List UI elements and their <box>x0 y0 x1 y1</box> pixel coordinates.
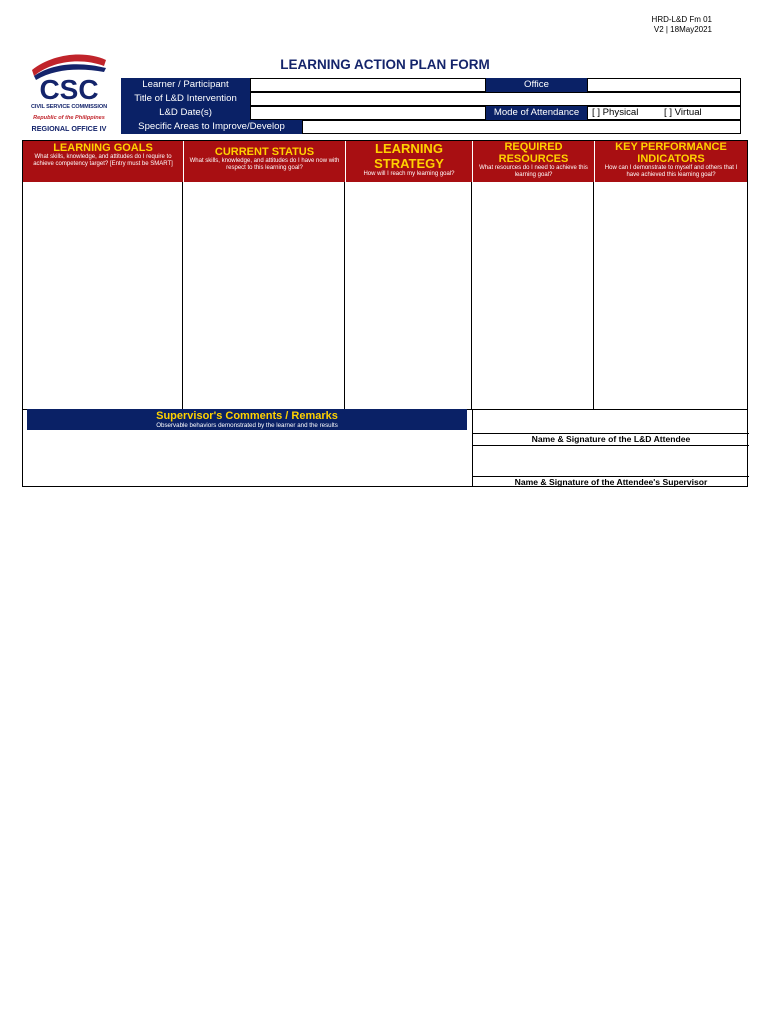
learning-goals-header <box>23 141 183 182</box>
current-status-header <box>183 141 345 182</box>
plan-table <box>22 140 748 487</box>
learning-strategy-subtitle: How will I reach my learning goal? <box>363 171 455 177</box>
attendee-signature-label: Name & Signature of the L&D Attendee <box>531 434 691 444</box>
learner-label: Learner / Participant <box>121 78 250 92</box>
kpi-subtitle: How can I demonstrate to myself and others that I have achieved this learning goal? <box>604 165 738 178</box>
learner-field[interactable] <box>250 78 486 92</box>
logo-commission-text: CIVIL SERVICE COMMISSION <box>30 104 108 110</box>
virtual-checkbox[interactable]: [ ] Virtual <box>664 107 702 118</box>
supervisor-comments-subtitle: Observable behaviors demonstrated by the learner and the results <box>156 422 338 429</box>
required-resources-title: REQUIRED RESOURCES <box>498 141 569 165</box>
form-title: LEARNING ACTION PLAN FORM <box>280 57 490 72</box>
document-code-form: HRD-L&D Fm 01 <box>651 15 712 24</box>
mode-field <box>587 106 741 120</box>
office-label: Office <box>486 78 587 92</box>
dates-field[interactable] <box>250 106 486 120</box>
document-code-version: V2 | 18May2021 <box>653 25 712 34</box>
supervisor-comments-title: Supervisor's Comments / Remarks <box>156 410 338 422</box>
learning-goals-cell[interactable] <box>23 182 183 409</box>
learning-strategy-cell[interactable] <box>345 182 472 409</box>
intervention-title-label: Title of L&D Intervention <box>121 92 250 106</box>
current-status-cell[interactable] <box>183 182 345 409</box>
areas-field[interactable] <box>302 120 741 134</box>
csc-logo-icon <box>26 52 112 134</box>
signature-area <box>472 409 749 487</box>
intervention-title-field[interactable] <box>250 92 741 106</box>
attendee-signature-field[interactable] <box>473 409 749 433</box>
learning-goals-subtitle: What skills, knowledge, and attitudes do I require to achieve competency target? [Entry must be SMART] <box>33 154 173 167</box>
current-status-subtitle: What skills, knowledge, and attitudes do I have now with respect to this learning goal? <box>189 158 340 171</box>
required-resources-cell[interactable] <box>472 182 594 409</box>
required-resources-subtitle: What resources do I need to achieve this learning goal? <box>479 165 588 178</box>
supervisor-signature-field[interactable] <box>473 446 749 476</box>
learning-strategy-title: LEARNING STRATEGY <box>374 141 444 171</box>
kpi-cell[interactable] <box>594 182 747 409</box>
areas-label: Specific Areas to Improve/Develop <box>121 120 302 134</box>
kpi-title: KEY PERFORMANCE INDICATORS <box>615 141 727 165</box>
learning-goals-title: LEARNING GOALS <box>53 142 153 154</box>
logo-region-text: REGIONAL OFFICE IV <box>31 124 107 133</box>
mode-label: Mode of Attendance <box>486 106 587 120</box>
learning-strategy-header <box>345 141 472 182</box>
document-code <box>620 15 712 35</box>
kpi-header <box>594 141 747 182</box>
supervisor-comments-header <box>27 409 467 430</box>
required-resources-header <box>472 141 594 182</box>
logo-abbr: CSC <box>39 74 99 105</box>
current-status-title: CURRENT STATUS <box>214 146 315 158</box>
logo-republic-text: Republic of the Philippines <box>33 115 105 121</box>
supervisor-comments-field[interactable] <box>23 431 471 486</box>
office-field[interactable] <box>587 78 741 92</box>
dates-label: L&D Date(s) <box>121 106 250 120</box>
supervisor-signature-label: Name & Signature of the Attendee's Supervisor <box>514 477 708 487</box>
physical-checkbox[interactable]: [ ] Physical <box>592 107 639 118</box>
